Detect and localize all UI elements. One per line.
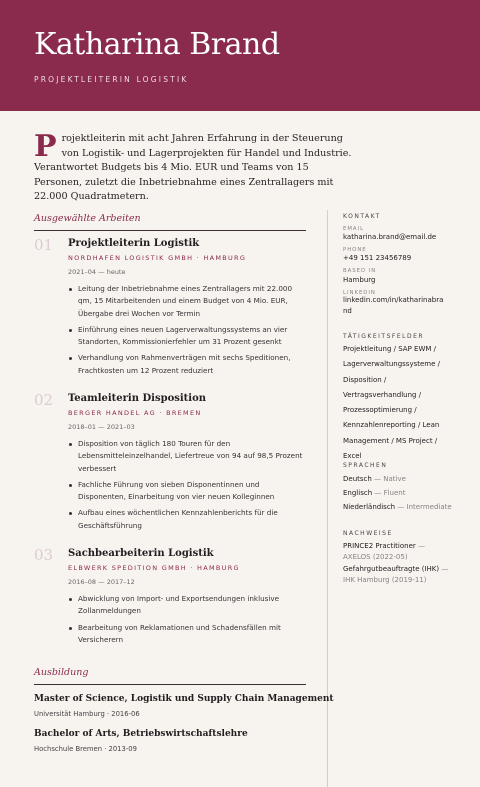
education-degree: Bachelor of Arts, Betriebswirtschaftslehre bbox=[34, 729, 248, 739]
intro-paragraph bbox=[34, 129, 354, 205]
phone-link[interactable]: +49 151 23456789 bbox=[343, 254, 412, 262]
cert-item bbox=[343, 564, 453, 586]
job-number: 03 bbox=[34, 546, 54, 564]
bullet-item: Leitung der Inbetriebnahme eines Zentrallagers mit 22.000 qm, 15 Mitarbeitenden und einem Budget von 4 Mio. EUR, Übergabe drei Wochen vor Termin bbox=[68, 283, 308, 320]
education-school: Hochschule Bremen · 2013-09 bbox=[34, 745, 137, 753]
language-level: — Native bbox=[371, 475, 406, 483]
bullet-item: Aufbau eines wöchentlichen Kennzahlenberichts für die Geschäftsführung bbox=[68, 507, 308, 532]
skills-list: Projektleitung / SAP EWM / Lagerverwaltungssysteme / Disposition / Vertragsverhandlung / Prozessoptimierung / Kennzahlenreporting / Lean Management / MS Project / Excel bbox=[343, 345, 441, 461]
intro-text: rojektleiterin mit acht Jahren Erfahrung in der Steuerung von Logistik- und Lagerprojekten für Handel und Industrie. Verantwortet Budgets bis 4 Mio. EUR und Teams von 15 Personen, zuletzt die Inbetriebnahme eines Zentrallagers mit 22.000 Quadratmetern. bbox=[34, 133, 352, 202]
job-title: Sachbearbeiterin Logistik bbox=[68, 548, 214, 559]
language-item bbox=[343, 503, 452, 511]
linkedin-label: LINKEDIN bbox=[343, 290, 376, 296]
job-title: Teamleiterin Disposition bbox=[68, 393, 207, 404]
cert-source: — AXELOS (2022-05) bbox=[343, 542, 426, 561]
cert-item bbox=[343, 541, 453, 563]
job-bullets bbox=[68, 283, 308, 381]
language-name: Englisch bbox=[343, 489, 373, 497]
language-level: — Fluent bbox=[372, 489, 406, 497]
candidate-name: Katharina Brand bbox=[34, 27, 280, 62]
bullet-item: Abwicklung von Import- und Exportsendungen inklusive Zollanmeldungen bbox=[68, 593, 308, 618]
job-company: BERGER HANDEL AG · BREMEN bbox=[68, 409, 202, 417]
language-name: Deutsch bbox=[343, 475, 372, 483]
language-name: Niederländisch bbox=[343, 503, 396, 511]
sidebar-heading-skills: TÄTIGKEITSFELDER bbox=[343, 333, 425, 340]
bullet-item: Disposition von täglich 180 Touren für den Lebensmitteleinzelhandel, Liefertreue von 94 auf 98,5 Prozent verbessert bbox=[68, 438, 308, 475]
job-bullets bbox=[68, 438, 308, 536]
location-label: BASED IN bbox=[343, 268, 377, 274]
education-school: Universität Hamburg · 2016-06 bbox=[34, 710, 140, 718]
bullet-item: Fachliche Führung von sieben Disponentinnen und Disponenten, Einarbeitung von vier neuen Kolleginnen bbox=[68, 479, 308, 504]
cert-name: PRINCE2 Practitioner bbox=[343, 542, 416, 550]
bullet-item: Verhandlung von Rahmenverträgen mit sechs Speditionen, Frachtkosten um 12 Prozent reduziert bbox=[68, 352, 308, 377]
cert-name: Gefahrgutbeauftragte (IHK) bbox=[343, 565, 440, 573]
language-item bbox=[343, 489, 405, 497]
linkedin-link[interactable]: linkedin.com/in/katharinabrand bbox=[343, 296, 444, 315]
bullet-item: Bearbeitung von Reklamationen und Schadensfällen mit Versicherern bbox=[68, 622, 308, 647]
section-rule-work bbox=[34, 230, 306, 231]
section-title-education: Ausbildung bbox=[34, 667, 89, 678]
job-number: 02 bbox=[34, 391, 54, 409]
job-company: NORDHAFEN LOGISTIK GMBH · HAMBURG bbox=[68, 254, 247, 262]
sidebar-heading-languages: SPRACHEN bbox=[343, 462, 388, 469]
job-dates: 2021–04 — heute bbox=[68, 268, 126, 276]
sidebar-heading-contact: KONTAKT bbox=[343, 213, 381, 220]
email-link[interactable]: katharina.brand@email.de bbox=[343, 233, 437, 241]
dropcap: P bbox=[34, 129, 57, 164]
job-title: Projektleiterin Logistik bbox=[68, 238, 200, 249]
education-degree: Master of Science, Logistik und Supply Chain Management bbox=[34, 694, 334, 704]
job-number: 01 bbox=[34, 236, 54, 254]
job-dates: 2016–08 — 2017–12 bbox=[68, 578, 135, 586]
language-item bbox=[343, 475, 406, 483]
cert-source: — IHK Hamburg (2019-11) bbox=[343, 565, 449, 584]
job-bullets bbox=[68, 593, 308, 650]
section-rule-education bbox=[34, 684, 306, 685]
header-banner bbox=[0, 0, 480, 111]
bullet-item: Einführung eines neuen Lagerverwaltungssystems an vier Standorten, Kommissionierfehler um 31 Prozent gesenkt bbox=[68, 324, 308, 349]
location-value: Hamburg bbox=[343, 276, 376, 284]
candidate-role: PROJEKTLEITERIN LOGISTIK bbox=[34, 75, 189, 84]
language-level: — Intermediate bbox=[395, 503, 452, 511]
phone-label: PHONE bbox=[343, 247, 367, 253]
section-title-work: Ausgewählte Arbeiten bbox=[34, 213, 141, 224]
email-label: EMAIL bbox=[343, 226, 365, 232]
job-dates: 2018–01 — 2021–03 bbox=[68, 423, 135, 431]
sidebar-heading-certs: NACHWEISE bbox=[343, 530, 393, 537]
job-company: ELBWERK SPEDITION GMBH · HAMBURG bbox=[68, 564, 240, 572]
